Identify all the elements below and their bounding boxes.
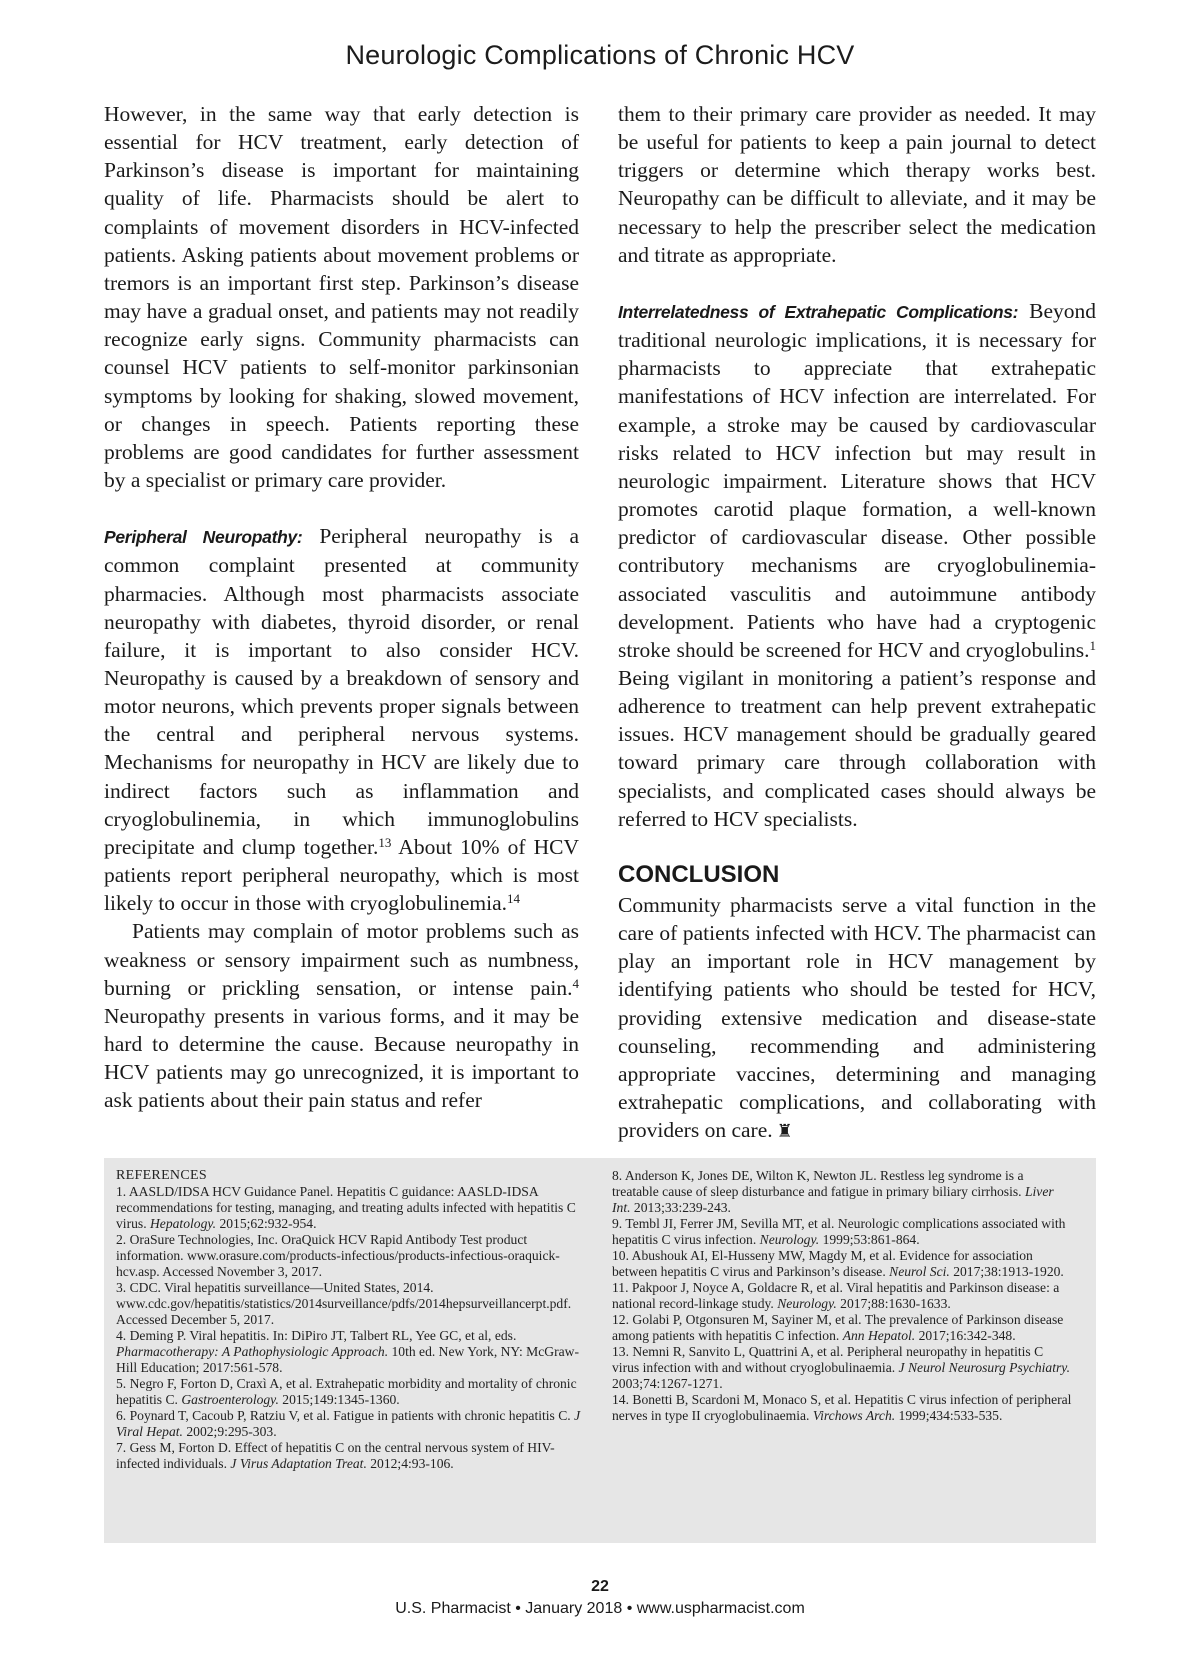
citation-superscript: 14 xyxy=(507,891,521,907)
paragraph-text: Neuropathy presents in various forms, and it may be hard to determine the cause. Because neuropathy in HCV patients may go unrecognized, it is important to ask patients about their pain status and refer xyxy=(104,1003,579,1113)
end-of-article-icon: ♜ xyxy=(776,1121,793,1142)
paragraph-parkinsons: However, in the same way that early detection is essential for HCV treatment, early detection of Parkinson’s disease is important for maintaining quality of life. Pharmacists should be alert to complaints of movement disorders in HCV-infected patients. Asking patients about movement problems or tremors is an important first step. Parkinson’s disease may have a gradual onset, and patients may not readily recognize early signs. Community pharmacists can counsel HCV patients to self-monitor parkinsonian symptoms by looking for shaking, slowed movement, or changes in speech. Patients reporting these problems are good candidates for further assessment by a specialist or primary care provider. xyxy=(104,102,579,493)
reference-item: 3. CDC. Viral hepatitis surveillance—United States, 2014. www.cdc.gov/hepatitis/statistics/2014surveillance/pdfs/2014hepsurveillancerpt.pdf. Accessed December 5, 2017. xyxy=(116,1280,572,1327)
paragraph-conclusion xyxy=(618,891,1096,1145)
references-box xyxy=(104,1158,1096,1543)
references-heading: REFERENCES xyxy=(116,1168,207,1183)
citation-superscript: 1 xyxy=(1089,637,1096,653)
paragraph-text: About 10% of HCV patients report peripheral neuropathy, which is most likely to occur in those with cryoglobulinemia. xyxy=(104,834,579,916)
reference-item: 6. Poynard T, Cacoub P, Ratziu V, et al. Fatigue in patients with chronic hepatitis C. J Viral Hepat. 2002;9:295-303. xyxy=(116,1408,581,1439)
reference-item: 2. OraSure Technologies, Inc. OraQuick HCV Rapid Antibody Test product information. www.orasure.com/products-infectious/products-infectious-oraquick-hcv.asp. Accessed November 3, 2017. xyxy=(116,1232,560,1279)
paragraph-text: Community pharmacists serve a vital function in the care of patients infected with HCV. The pharmacist can play an important role in HCV management by identifying patients who should be tested for HCV, providing extensive medication and disease-state counseling, recommending and administering appropriate vaccines, determining and managing extrahepatic complications, and collaborating with providers on care. xyxy=(618,892,1096,1143)
paragraph-interrelatedness xyxy=(618,297,1096,833)
paragraph-text: Beyond traditional neurologic implications, it is necessary for pharmacists to appreciate that extrahepatic manifestations of HCV infection are interrelated. For example, a stroke may be caused by cardiovascular risks related to HCV infection but may result in neurologic impairment. Literature shows that HCV promotes carotid plaque formation, a well-known predictor of cardiovascular disease. Other possible contributory mechanisms are cryoglobulinemia-associated vasculitis and autoimmune antibody development. Patients who have had a cryptogenic stroke should be screened for HCV and cryoglobulins. xyxy=(618,298,1096,662)
reference-item: 1. AASLD/IDSA HCV Guidance Panel. Hepatitis C guidance: AASLD-IDSA recommendations for testing, managing, and treating adults infected with hepatitis C virus. Hepatology. 2015;62:932-954. xyxy=(116,1184,576,1231)
reference-item: 7. Gess M, Forton D. Effect of hepatitis C on the central nervous system of HIV-infected individuals. J Virus Adaptation Treat. 2012;4:93-106. xyxy=(116,1440,555,1471)
conclusion-heading: CONCLUSION xyxy=(618,860,780,888)
page-number: 22 xyxy=(591,1578,609,1595)
publication-footer: U.S. Pharmacist • January 2018 • www.uspharmacist.com xyxy=(395,1600,805,1617)
paragraph-text: Peripheral neuropathy is a common complaint presented at community pharmacies. Although most pharmacists associate neuropathy with diabetes, thyroid disorder, or renal failure, it is important to also consider HCV. Neuropathy is caused by a breakdown of sensory and motor neurons, which prevents proper signals between the central and peripheral nervous systems. Mechanisms for neuropathy in HCV are likely due to indirect factors such as inflammation and cryoglobulinemia, in which immunoglobulins precipitate and clump together. xyxy=(104,524,580,859)
citation-superscript: 4 xyxy=(572,975,579,991)
paragraph-continuation: them to their primary care provider as needed. It may be useful for patients to keep a pain journal to detect triggers or determine which therapy works best. Neuropathy can be difficult to alleviate, and it may be necessary to help the prescriber select the medication and titrate as appropriate. xyxy=(618,102,1096,267)
reference-item: 13. Nemni R, Sanvito L, Quattrini A, et al. Peripheral neuropathy in hepatitis C virus infection with and without cryoglobulinaemia. J Neurol Neurosurg Psychiatry. 2003;74:1267-1271. xyxy=(612,1344,1070,1391)
reference-item: 12. Golabi P, Otgonsuren M, Sayiner M, et al. The prevalence of Parkinson disease among patients with hepatitis C infection. Ann Hepatol. 2017;16:342-348. xyxy=(612,1312,1064,1343)
running-head-title: Neurologic Complications of Chronic HCV xyxy=(345,40,855,70)
section-runin-interrelatedness: Interrelatedness of Extrahepatic Complications: xyxy=(618,301,1019,322)
paragraph-text: Being vigilant in monitoring a patient’s response and adherence to treatment can help prevent extrahepatic issues. HCV management should be gradually geared toward primary care through collaboration with specialists, and complicated cases should always be referred to HCV specialists. xyxy=(618,665,1096,831)
reference-item: 8. Anderson K, Jones DE, Wilton K, Newton JL. Restless leg syndrome is a treatable cause of sleep disturbance and fatigue in primary biliary cirrhosis. Liver Int. 2013;33:239-243. xyxy=(612,1168,1054,1215)
reference-item: 4. Deming P. Viral hepatitis. In: DiPiro JT, Talbert RL, Yee GC, et al, eds. Pharmacotherapy: A Pathophysiologic Approach. 10th ed. New York, NY: McGraw-Hill Education; 2017:561-578. xyxy=(116,1328,580,1375)
reference-item: 11. Pakpoor J, Noyce A, Goldacre R, et al. Viral hepatitis and Parkinson disease: a national record-linkage study. Neurology. 2017;88:1630-1633. xyxy=(612,1280,1060,1311)
paragraph-text: Patients may complain of motor problems such as weakness or sensory impairment such as numbness, burning or prickling sensation, or intense pain. xyxy=(104,919,579,1000)
citation-superscript: 13 xyxy=(378,834,392,850)
reference-item: 14. Bonetti B, Scardoni M, Monaco S, et al. Hepatitis C virus infection of peripheral nerves in type II cryoglobulinaemia. Virchows Arch. 1999;434:533-535. xyxy=(612,1392,1072,1423)
references-right-column xyxy=(612,1168,1072,1424)
section-runin-peripheral-neuropathy: Peripheral Neuropathy: xyxy=(104,527,303,548)
paragraph-peripheral-neuropathy xyxy=(104,522,579,917)
references-left-column xyxy=(116,1168,581,1472)
reference-item: 5. Negro F, Forton D, Craxì A, et al. Extrahepatic morbidity and mortality of chronic hepatitis C. Gastroenterology. 2015;149:1345-1360. xyxy=(116,1376,577,1407)
paragraph-motor-problems xyxy=(104,917,579,1114)
left-column xyxy=(104,100,579,1114)
reference-item: 10. Abushouk AI, El-Husseny MW, Magdy M, et al. Evidence for association between hepatitis C virus and Parkinson’s disease. Neurol Sci. 2017;38:1913-1920. xyxy=(612,1248,1064,1279)
right-column xyxy=(618,100,1096,1145)
reference-item: 9. Tembl JI, Ferrer JM, Sevilla MT, et al. Neurologic complications associated with hepatitis C virus infection. Neurology. 1999;53:861-864. xyxy=(612,1216,1066,1247)
